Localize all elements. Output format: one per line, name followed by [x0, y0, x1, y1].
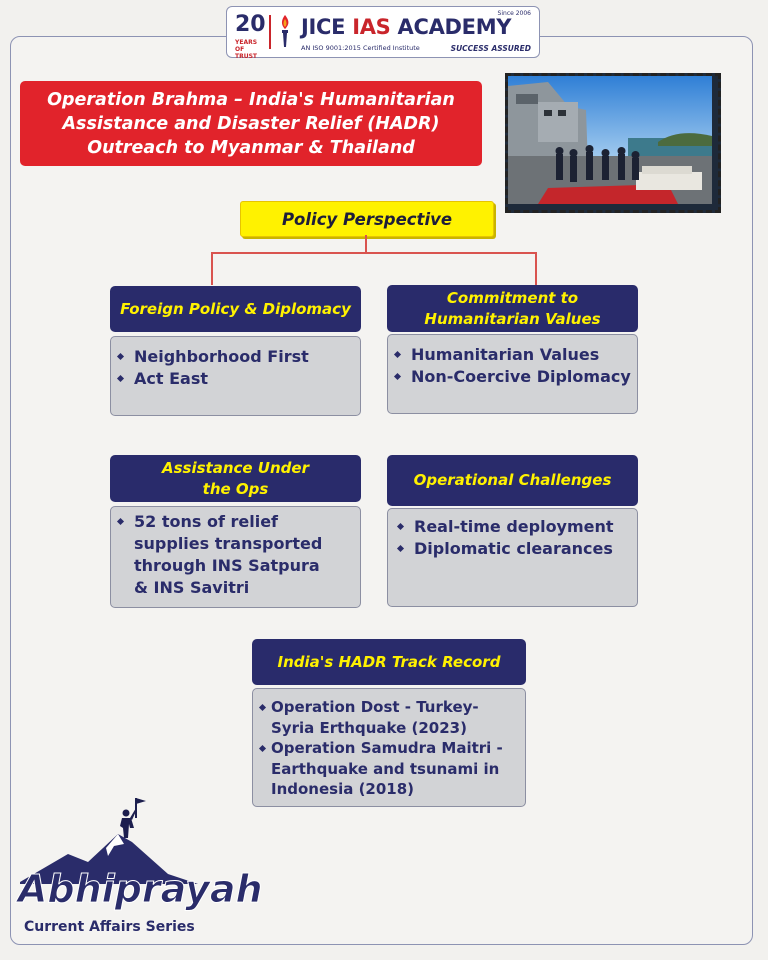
list-item: 52 tons of relief supplies transported through INS Satpura & INS Savitri	[111, 511, 330, 599]
card-heading-foreign-policy: Foreign Policy & Diplomacy	[110, 286, 361, 332]
years-of-trust-label: YEARS OF TRUST	[235, 39, 258, 60]
list-item: Diplomatic clearances	[391, 538, 631, 560]
academy-logo	[226, 6, 540, 58]
connector-bar	[211, 252, 536, 254]
iso-certification: AN ISO 9001:2015 Certified Institute	[301, 44, 420, 52]
card-body-assistance	[110, 506, 361, 608]
tagline: SUCCESS ASSURED	[450, 44, 531, 53]
connector-right	[535, 252, 537, 285]
years-number: 20	[235, 12, 266, 37]
torch-icon	[276, 13, 294, 49]
card-heading-humanitarian-values: Commitment to Humanitarian Values	[387, 285, 638, 332]
list-item: Real-time deployment	[391, 516, 631, 538]
card-body-humanitarian-values	[387, 334, 638, 414]
list-item: Act East	[111, 368, 354, 390]
ship-photo	[505, 73, 721, 213]
card-body-hadr-track-record	[252, 688, 526, 807]
list-item: Operation Dost - Turkey-Syria Erthquake (2023)	[253, 697, 503, 738]
series-label: Current Affairs Series	[24, 919, 195, 935]
list-item: Operation Samudra Maitri - Earthquake and tsunami in Indonesia (2018)	[253, 738, 503, 800]
logo-divider	[269, 15, 271, 49]
card-heading-assistance: Assistance Under the Ops	[110, 455, 361, 502]
card-heading-hadr-track-record: India's HADR Track Record	[252, 639, 526, 685]
ship-deck-image	[508, 76, 712, 204]
card-body-operational-challenges	[387, 508, 638, 607]
card-body-foreign-policy	[110, 336, 361, 416]
list-item: Non-Coercive Diplomacy	[388, 366, 631, 388]
list-item: Neighborhood First	[111, 346, 354, 368]
list-item: Humanitarian Values	[388, 344, 631, 366]
connector-left	[211, 252, 213, 285]
page-title: Operation Brahma – India's Humanitarian Assistance and Disaster Relief (HADR) Outreach to Myanmar & Thailand	[20, 81, 482, 166]
connector-stem	[365, 235, 367, 253]
academy-name: JICE IAS ACADEMY	[301, 15, 512, 39]
policy-perspective-label: Policy Perspective	[240, 201, 494, 237]
since-label: Since 2006	[497, 10, 531, 17]
card-heading-operational-challenges: Operational Challenges	[387, 455, 638, 506]
brand-wordmark: Abhiprayah	[18, 867, 263, 911]
